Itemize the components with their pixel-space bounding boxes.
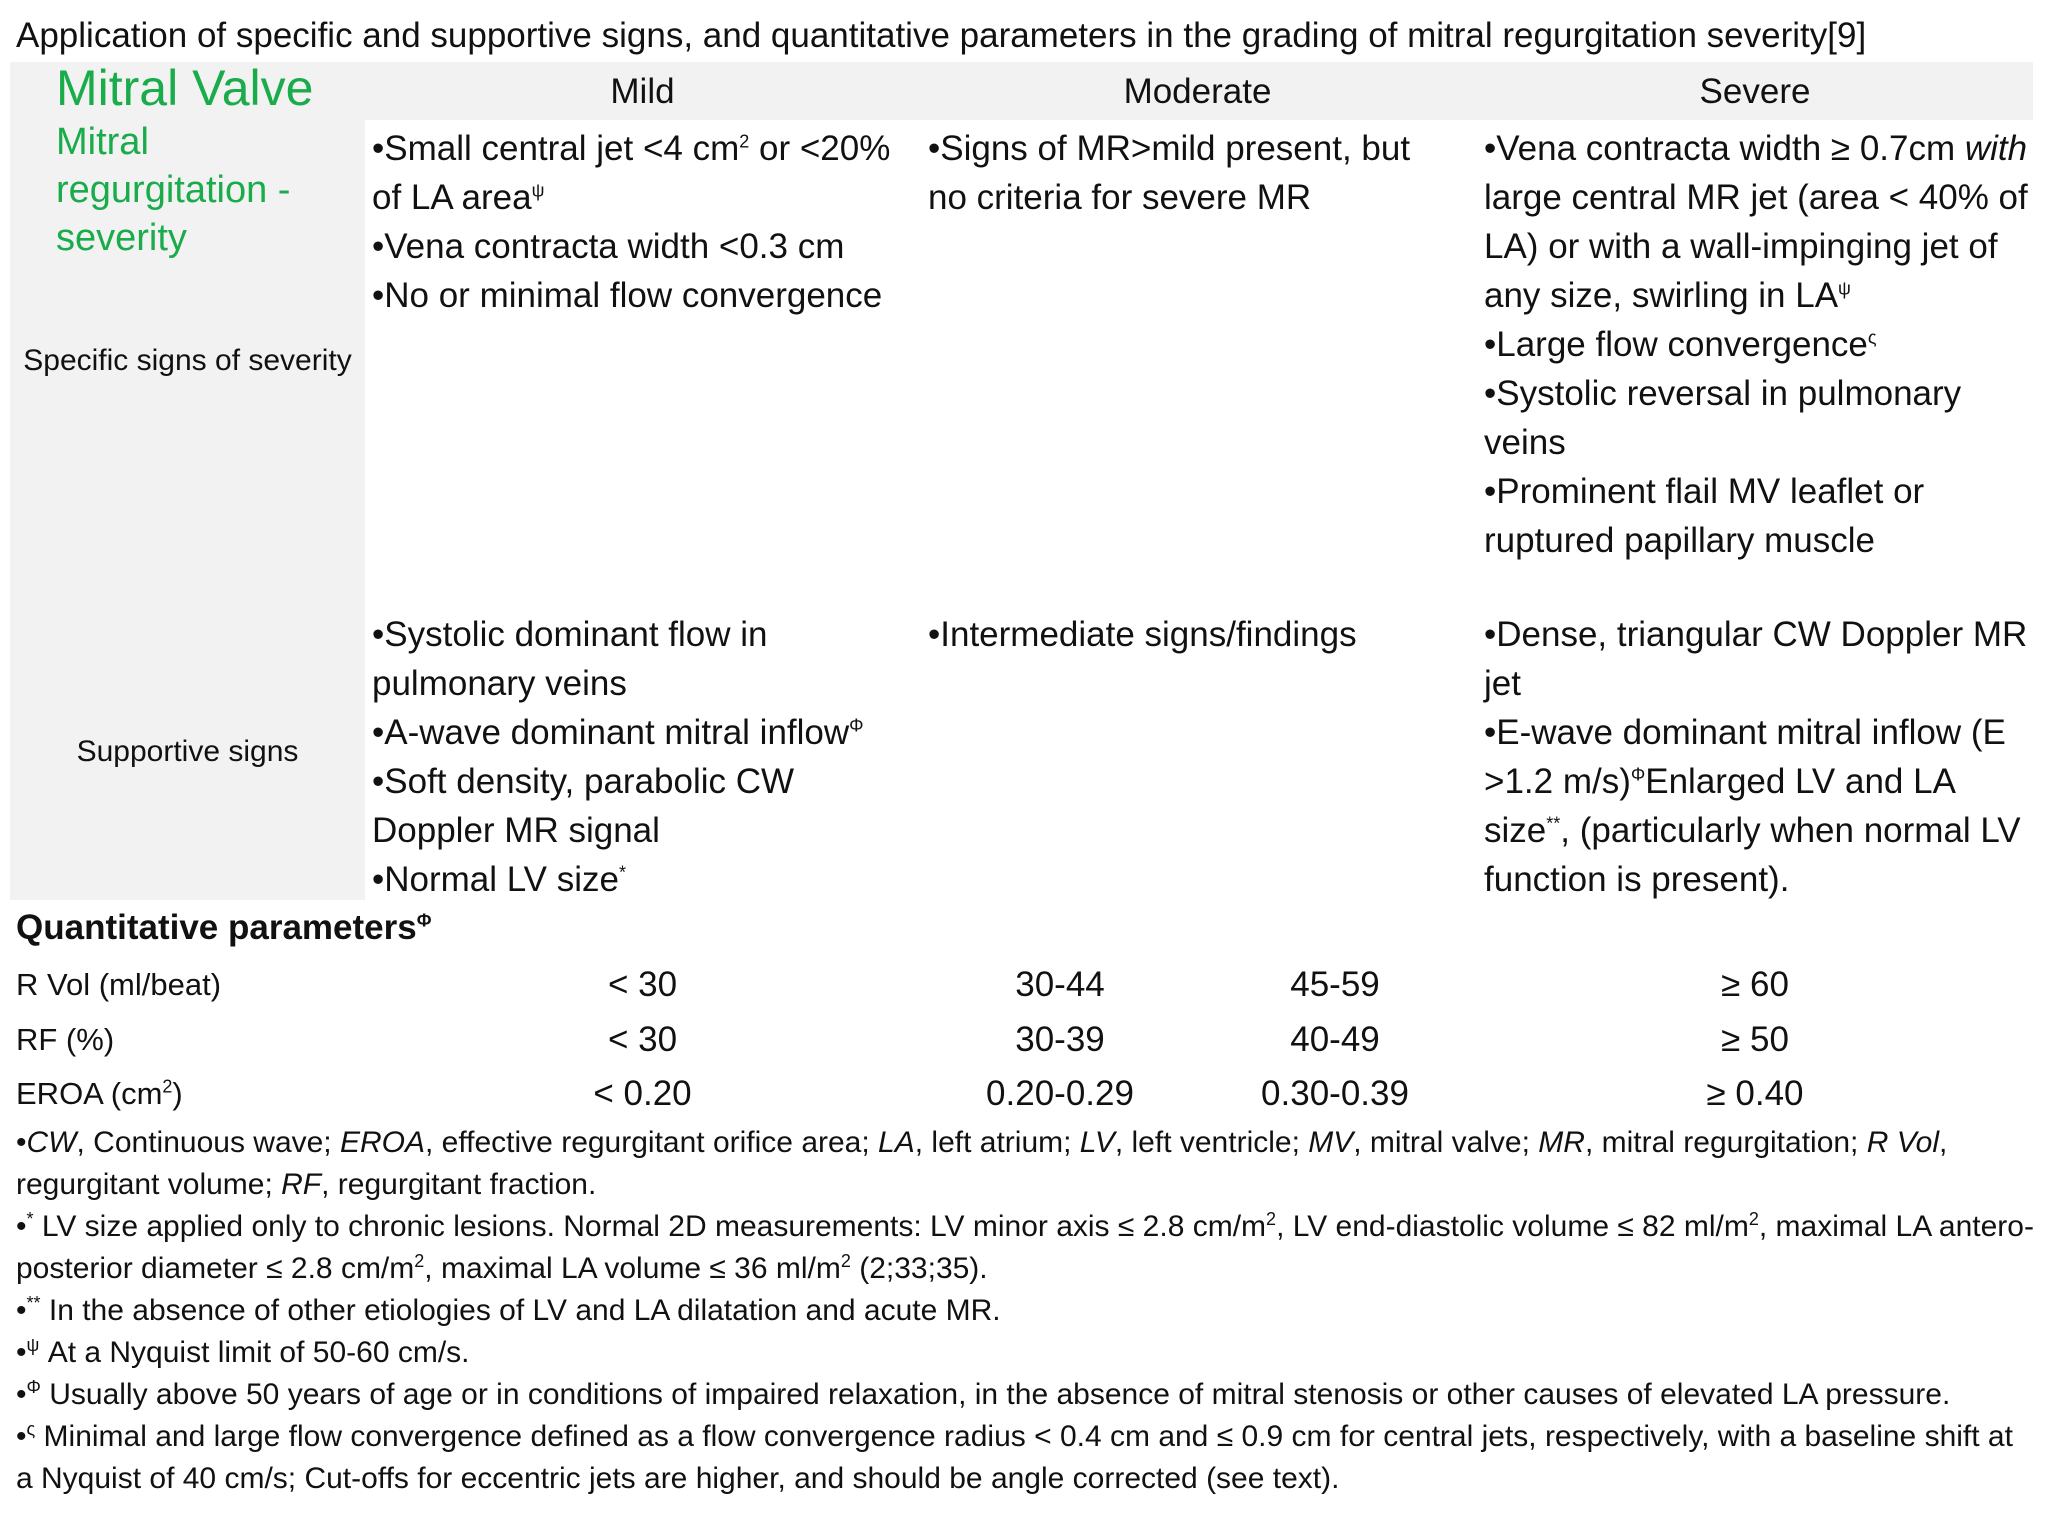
specific-moderate-cell — [928, 124, 1448, 222]
specific-mild-cell — [372, 124, 917, 320]
quant-value-moderate-low: 30-44 — [1015, 965, 1105, 1004]
list-item: •Vena contracta width ≥ 0.7cm with large central MR jet (area < 40% of LA) or with a wall-impinging jet of any size, swirling in $LA^\psi$ — [1484, 129, 2028, 315]
quant-value-moderate-high: 40-49 — [1290, 1020, 1380, 1059]
supportive-mild-cell — [372, 610, 917, 904]
quantitative-heading: Quantitative parameters$^\Phi$ — [16, 908, 432, 947]
list-item: •A-wave dominant mitral inflow$^\Phi$ — [372, 713, 864, 752]
quant-value-moderate-high: 0.30-0.39 — [1261, 1074, 1409, 1113]
list-item: •Large flow convergence$^\varsigma$ — [1484, 325, 1877, 364]
quant-value-severe: ≥ 0.40 — [1706, 1074, 1804, 1113]
supportive-severe-cell — [1484, 610, 2029, 904]
list-item: •Prominent flail MV leaflet or ruptured papillary muscle — [1484, 472, 1925, 560]
quant-value-moderate-low: 0.20-0.29 — [986, 1074, 1134, 1113]
quant-value-moderate-high: 45-59 — [1290, 965, 1380, 1004]
quant-value-mild: < 30 — [607, 965, 678, 1004]
list-item: •Signs of MR>mild present, but no criteria for severe MR — [928, 129, 1411, 217]
list-item: •Systolic dominant flow in pulmonary veins — [372, 615, 768, 703]
footnote-nyquist: •$^\psi$ At a Nyquist limit of 50-60 cm/s. — [16, 1335, 470, 1369]
list-item: •Dense, triangular CW Doppler MR jet — [1484, 615, 2028, 703]
quant-value-severe: ≥ 50 — [1721, 1020, 1789, 1059]
quant-value-mild: < 30 — [607, 1020, 678, 1059]
list-item: •Small central jet <4 $cm^2$ or <20% of LA area$^\psi$ — [372, 129, 891, 217]
list-item: •Vena contracta width <0.3 cm — [372, 227, 845, 266]
quant-value-moderate-low: 30-39 — [1015, 1020, 1105, 1059]
row-label-supportive: Supportive signs — [76, 735, 299, 768]
quant-value-severe: ≥ 60 — [1721, 965, 1789, 1004]
footnote-lv-size: •* LV size applied only to chronic lesions. Normal 2D measurements: LV minor axis ≤ 2.8 $cm/m^2$, LV end-diastolic volume ≤ 82 $ml/m^2$, maximal LA antero-posterior diameter ≤ 2.8 $cm/m^2$, maximal LA volume ≤ 36 $ml/m^2$ (2;33;35). — [16, 1209, 2034, 1285]
slide-title: Mitral Valve — [56, 60, 314, 116]
column-header-moderate: Moderate — [1123, 72, 1272, 111]
footnote-age: •$^\Phi$ Usually above 50 years of age or in conditions of impaired relaxation, in the absence of mitral stenosis or other causes of elevated LA pressure. — [16, 1377, 1951, 1411]
slide-subtitle: Mitral regurgitation - severity — [56, 121, 291, 259]
footnotes — [16, 1122, 2036, 1500]
list-item: •Systolic reversal in pulmonary veins — [1484, 374, 1962, 462]
list-item: •No or minimal flow convergence — [372, 276, 883, 315]
quant-row-label: R Vol (ml/beat) — [16, 967, 222, 1002]
quant-row-label: EROA $(cm^2)$ — [16, 1076, 183, 1111]
quant-row-label: RF (%) — [16, 1022, 115, 1057]
row-label-specific: Specific signs of severity — [23, 344, 352, 377]
footnote-flow-convergence: •$^\varsigma$ Minimal and large flow convergence defined as a flow convergence radius < 0.4 cm and ≤ 0.9 cm for central jets, respectively, with a baseline shift at a Nyquist of 40 cm/s; Cut-offs for eccentric jets are higher, and should be angle corrected (see text). — [16, 1419, 2013, 1495]
quant-value-mild: < 0.20 — [593, 1074, 692, 1113]
list-item: •Soft density, parabolic CW Doppler MR signal — [372, 762, 795, 850]
column-header-severe: Severe — [1699, 72, 1811, 111]
list-item: •Normal LV size* — [372, 860, 626, 899]
supportive-moderate-cell — [928, 610, 1448, 659]
footnote-dilatation: •** In the absence of other etiologies of LV and LA dilatation and acute MR. — [16, 1293, 1001, 1327]
column-header-mild: Mild — [610, 72, 675, 111]
footnote-abbreviations: •CW, Continuous wave; EROA, effective regurgitant orifice area; LA, left atrium; LV, left ventricle; MV, mitral valve; MR, mitral regurgitation; R Vol, regurgitant volume; RF, regurgitant fraction. — [16, 1126, 1948, 1201]
table-caption: Application of specific and supportive signs, and quantitative parameters in the grading of mitral regurgitation severity[9] — [16, 16, 1867, 55]
specific-severe-cell — [1484, 124, 2029, 565]
list-item: •Intermediate signs/findings — [928, 615, 1357, 654]
list-item: •E-wave dominant mitral inflow (E >1.2 m/s)$^\Phi$Enlarged LV and LA size**, (particularly when normal LV function is present). — [1484, 713, 2021, 899]
